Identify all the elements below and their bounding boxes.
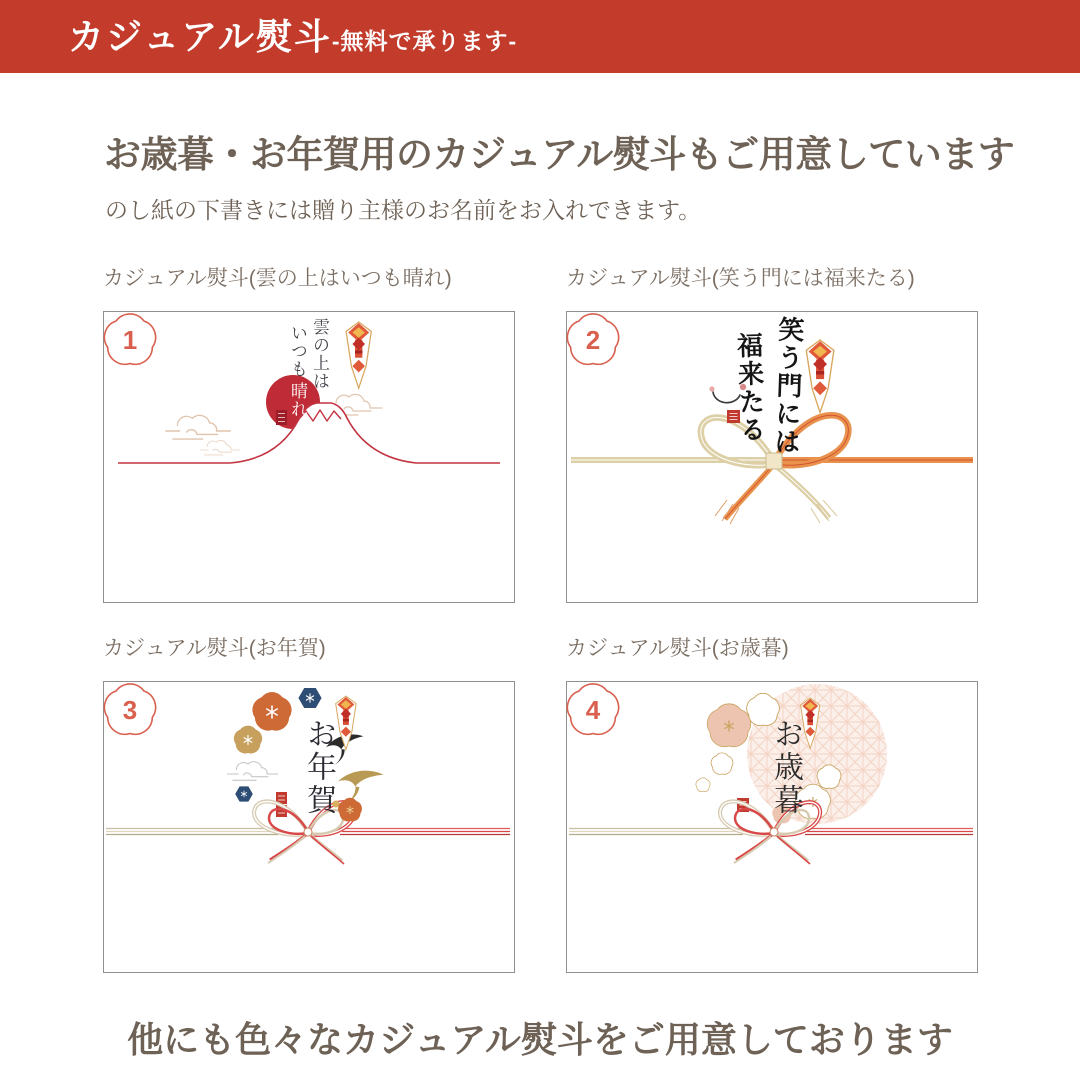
noshi-ornament-icon	[346, 322, 371, 388]
plum-blossom-icon	[696, 778, 710, 792]
cloud-icon	[200, 440, 239, 454]
art-text-column: 福来たる	[732, 331, 766, 445]
banner-subtitle: -無料で承ります-	[331, 28, 518, 54]
noshi-preview-1	[103, 311, 515, 603]
mount-fuji-icon	[230, 403, 416, 463]
noshi-preview-2	[566, 311, 978, 603]
sample-card-2	[566, 262, 978, 603]
sample-4-label: カジュアル熨斗(お歳暮)	[566, 637, 789, 660]
banner	[0, 0, 1080, 73]
art-text-column: 笑う門には	[769, 315, 805, 457]
sample-card-4	[566, 632, 978, 973]
cloud-icon	[166, 415, 230, 439]
badge-number: 3	[122, 695, 138, 725]
badge-number: 4	[585, 695, 601, 725]
sample-card-1	[103, 262, 515, 603]
noshi-preview-3	[103, 681, 515, 973]
page-title: お歳暮・お年賀用のカジュアル熨斗もご用意しています	[104, 134, 1015, 175]
sample-2-label: カジュアル熨斗(笑う門には福来たる)	[566, 267, 915, 290]
badge-number: 2	[585, 325, 601, 355]
plum-number-badge	[99, 677, 163, 741]
art-text-column: いつも	[287, 324, 307, 378]
sample-3-label: カジュアル熨斗(お年賀)	[103, 637, 326, 660]
art-text-column: お歳暮	[768, 718, 803, 817]
sample-1-label: カジュアル熨斗(雲の上はいつも晴れ)	[103, 267, 452, 290]
mizuhiki-band-left	[569, 829, 743, 835]
art-text-column: 雲の上は	[309, 318, 329, 390]
noshi-preview-4	[566, 681, 978, 973]
page-description: のし紙の下書きには贈り主様のお名前をお入れできます。	[105, 197, 702, 223]
mizuhiki-band-right	[340, 829, 510, 835]
plum-blossom-icon	[711, 753, 733, 774]
cloud-icon	[227, 762, 277, 781]
banner-title: カジュアル熨斗	[68, 16, 332, 57]
art-text-column: 晴れ	[287, 382, 307, 418]
badge-number: 1	[122, 325, 138, 355]
plum-number-badge	[99, 307, 163, 371]
mizuhiki-band-right	[805, 829, 973, 835]
plum-number-badge	[562, 677, 626, 741]
plum-number-badge	[562, 307, 626, 371]
mizuhiki-band-left	[106, 829, 278, 835]
noshi-ornament-icon	[806, 340, 834, 412]
art-text-column: お年賀	[301, 718, 336, 817]
sample-card-3	[103, 632, 515, 973]
footer-text: 他にも色々なカジュアル熨斗をご用意しております	[127, 1019, 953, 1060]
